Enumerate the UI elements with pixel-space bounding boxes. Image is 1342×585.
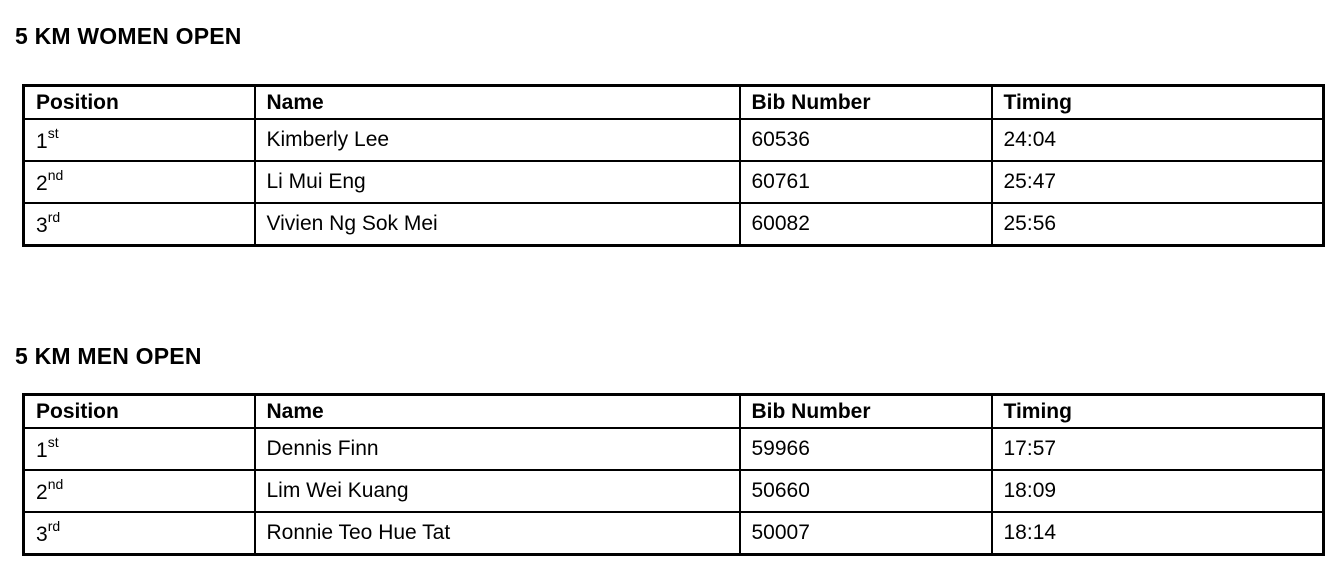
name-cell: Li Mui Eng xyxy=(255,161,740,203)
timing-cell: 17:57 xyxy=(992,428,1324,470)
name-cell: Dennis Finn xyxy=(255,428,740,470)
position-number: 3 xyxy=(36,522,48,546)
bib-number-cell: 60082 xyxy=(740,203,992,246)
position-number: 2 xyxy=(36,171,48,195)
position-ordinal-suffix: rd xyxy=(47,517,61,534)
position-ordinal-suffix: st xyxy=(47,433,59,450)
bib-number-cell: 59966 xyxy=(740,428,992,470)
name-cell: Lim Wei Kuang xyxy=(255,470,740,512)
section-title-women-open: 5 KM WOMEN OPEN xyxy=(15,23,242,49)
timing-cell: 18:09 xyxy=(992,470,1324,512)
position-cell xyxy=(24,512,255,555)
position-cell xyxy=(24,428,255,470)
column-header-bib-number: Bib Number xyxy=(740,86,992,120)
timing-cell: 25:47 xyxy=(992,161,1324,203)
column-header-position: Position xyxy=(24,395,255,429)
position-number: 2 xyxy=(36,480,48,504)
column-header-position: Position xyxy=(24,86,255,120)
name-cell: Kimberly Lee xyxy=(255,119,740,161)
table-row xyxy=(24,203,1324,246)
table-row xyxy=(24,119,1324,161)
position-ordinal-suffix: nd xyxy=(47,475,64,492)
position-ordinal-suffix: st xyxy=(47,124,59,141)
timing-cell: 25:56 xyxy=(992,203,1324,246)
position-number: 3 xyxy=(36,213,48,237)
timing-cell: 24:04 xyxy=(992,119,1324,161)
column-header-timing: Timing xyxy=(992,395,1324,429)
position-cell xyxy=(24,203,255,246)
column-header-name: Name xyxy=(255,86,740,120)
position-cell xyxy=(24,470,255,512)
table-row xyxy=(24,512,1324,555)
results-table-men-open xyxy=(22,393,1325,556)
position-cell xyxy=(24,119,255,161)
table-header-row xyxy=(24,395,1324,429)
bib-number-cell: 60761 xyxy=(740,161,992,203)
column-header-bib-number: Bib Number xyxy=(740,395,992,429)
bib-number-cell: 50007 xyxy=(740,512,992,555)
table-row xyxy=(24,470,1324,512)
bib-number-cell: 50660 xyxy=(740,470,992,512)
position-ordinal-suffix: rd xyxy=(47,208,61,225)
name-cell: Vivien Ng Sok Mei xyxy=(255,203,740,246)
position-number: 1 xyxy=(36,438,48,462)
table-row xyxy=(24,161,1324,203)
position-ordinal-suffix: nd xyxy=(47,166,64,183)
position-number: 1 xyxy=(36,129,48,153)
column-header-name: Name xyxy=(255,395,740,429)
section-title-men-open: 5 KM MEN OPEN xyxy=(15,343,202,369)
column-header-timing: Timing xyxy=(992,86,1324,120)
table-row xyxy=(24,428,1324,470)
bib-number-cell: 60536 xyxy=(740,119,992,161)
name-cell: Ronnie Teo Hue Tat xyxy=(255,512,740,555)
position-cell xyxy=(24,161,255,203)
table-header-row xyxy=(24,86,1324,120)
results-table-women-open xyxy=(22,84,1325,247)
timing-cell: 18:14 xyxy=(992,512,1324,555)
